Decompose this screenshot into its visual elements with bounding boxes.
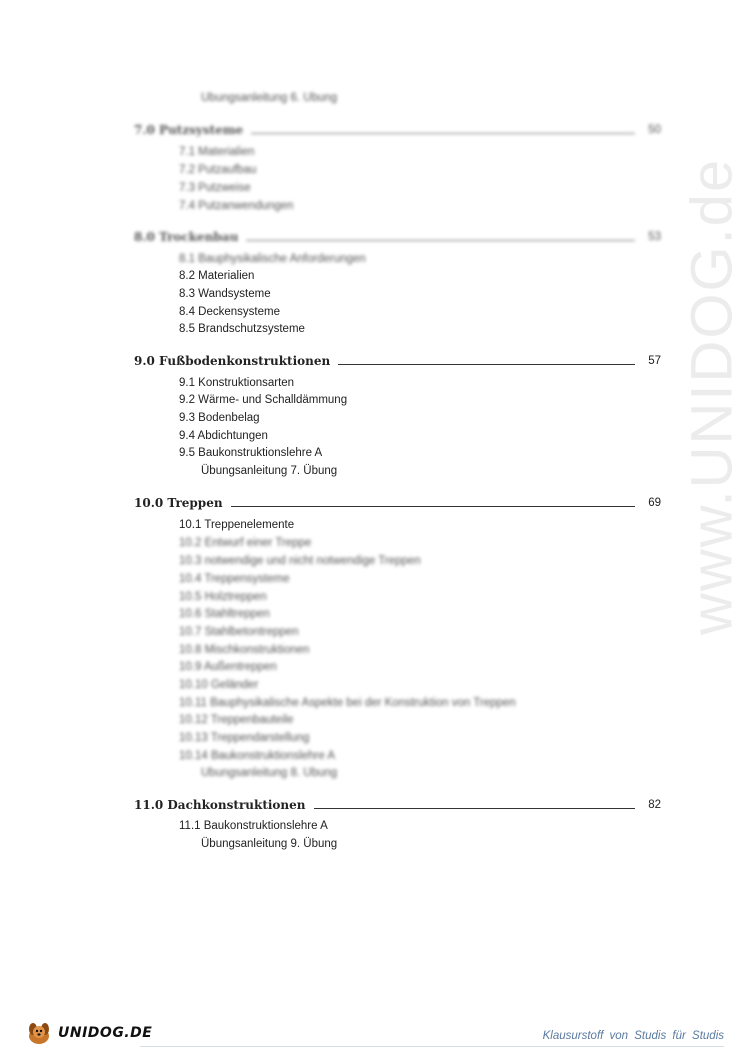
toc-subentry[interactable]: 10.11 Bauphysikalische Aspekte bei der Konstruktion von Treppen: [179, 697, 516, 709]
unidog-logo[interactable]: [24, 1020, 152, 1046]
toc-subentry[interactable]: 10.10 Geländer: [179, 679, 259, 691]
toc-heading-title: 8.0 Trockenbau: [134, 230, 239, 244]
toc-subentry[interactable]: 10.1 Treppenelemente: [179, 519, 295, 531]
toc-heading[interactable]: [134, 228, 661, 244]
toc-heading[interactable]: [134, 352, 661, 368]
toc-subentry[interactable]: 9.4 Abdichtungen: [179, 430, 268, 442]
toc-subentry[interactable]: 10.13 Treppendarstellung: [179, 732, 310, 744]
toc-subentry[interactable]: 10.9 Außentreppen: [179, 661, 277, 673]
toc-subentry[interactable]: 8.4 Deckensysteme: [179, 306, 280, 318]
toc-page-number: 53: [648, 231, 661, 243]
toc-heading[interactable]: [134, 494, 661, 510]
toc-subentry[interactable]: 11.1 Baukonstruktionslehre A: [179, 820, 328, 832]
toc-page-number: 50: [648, 124, 661, 136]
toc-heading-title: 10.0 Treppen: [134, 496, 223, 510]
toc-subentry-continuation[interactable]: Übungsanleitung 7. Übung: [201, 465, 338, 477]
toc-subentry[interactable]: 9.3 Bodenbelag: [179, 412, 260, 424]
toc-subentry[interactable]: 7.2 Putzaufbau: [179, 164, 257, 176]
toc-subentry[interactable]: 10.12 Treppenbauteile: [179, 714, 294, 726]
toc-subentry[interactable]: 8.5 Brandschutzsysteme: [179, 323, 305, 335]
toc-subentry[interactable]: 7.3 Putzweise: [179, 182, 251, 194]
toc-subentry[interactable]: 10.8 Mischkonstruktionen: [179, 644, 310, 656]
toc-heading-title: 11.0 Dachkonstruktionen: [134, 798, 306, 812]
toc-heading-title: 7.0 Putzsysteme: [134, 123, 244, 137]
toc-subentry[interactable]: 10.7 Stahlbetontreppen: [179, 626, 299, 638]
toc-leader-line: [314, 807, 635, 809]
toc-subentry[interactable]: 10.4 Treppensysteme: [179, 573, 290, 585]
toc-leader-line: [251, 132, 635, 134]
toc-subentry[interactable]: 8.2 Materialien: [179, 270, 255, 282]
toc-subentry[interactable]: 7.1 Materialien: [179, 146, 255, 158]
toc-subentry[interactable]: 7.4 Putzanwendungen: [179, 200, 294, 212]
toc-subentry-continuation[interactable]: Übungsanleitung 8. Übung: [201, 767, 338, 779]
toc-heading[interactable]: [134, 796, 661, 812]
toc-page-number: 57: [648, 355, 661, 367]
toc-subentry[interactable]: 10.3 notwendige und nicht notwendige Treppen: [179, 555, 421, 567]
toc-subentry-continuation[interactable]: Übungsanleitung 9. Übung: [201, 838, 338, 850]
footer-divider: [140, 1046, 724, 1047]
toc-subentry[interactable]: 8.1 Bauphysikalische Anforderungen: [179, 253, 366, 265]
footer-tagline: Klausurstoff von Studis für Studis: [542, 1030, 724, 1042]
logo-text: UNIDOG.DE: [58, 1025, 153, 1041]
toc-page-number: 69: [648, 497, 661, 509]
toc-subentry[interactable]: 10.14 Baukonstruktionslehre A: [179, 750, 335, 762]
toc-subentry[interactable]: 10.6 Stahltreppen: [179, 608, 270, 620]
dog-mascot-icon: [24, 1020, 54, 1046]
toc-subentry[interactable]: 10.2 Entwurf einer Treppe: [179, 537, 312, 549]
toc-subentry[interactable]: 10.5 Holztreppen: [179, 591, 267, 603]
toc-subentry[interactable]: 9.5 Baukonstruktionslehre A: [179, 447, 323, 459]
toc-subentry[interactable]: 9.2 Wärme- und Schalldämmung: [179, 394, 348, 406]
toc-page-number: 82: [648, 799, 661, 811]
toc-subentry[interactable]: 8.3 Wandsysteme: [179, 288, 271, 300]
toc-heading-title: 9.0 Fußbodenkonstruktionen: [134, 354, 331, 368]
toc-leader-line: [338, 363, 635, 365]
toc-heading[interactable]: [134, 121, 661, 137]
toc-subentry-continuation[interactable]: Übungsanleitung 6. Übung: [201, 92, 338, 104]
toc-subentry[interactable]: 9.1 Konstruktionsarten: [179, 377, 295, 389]
watermark: www.UNIDOG.de: [679, 157, 745, 635]
toc-leader-line: [231, 505, 635, 507]
toc-leader-line: [246, 239, 635, 241]
